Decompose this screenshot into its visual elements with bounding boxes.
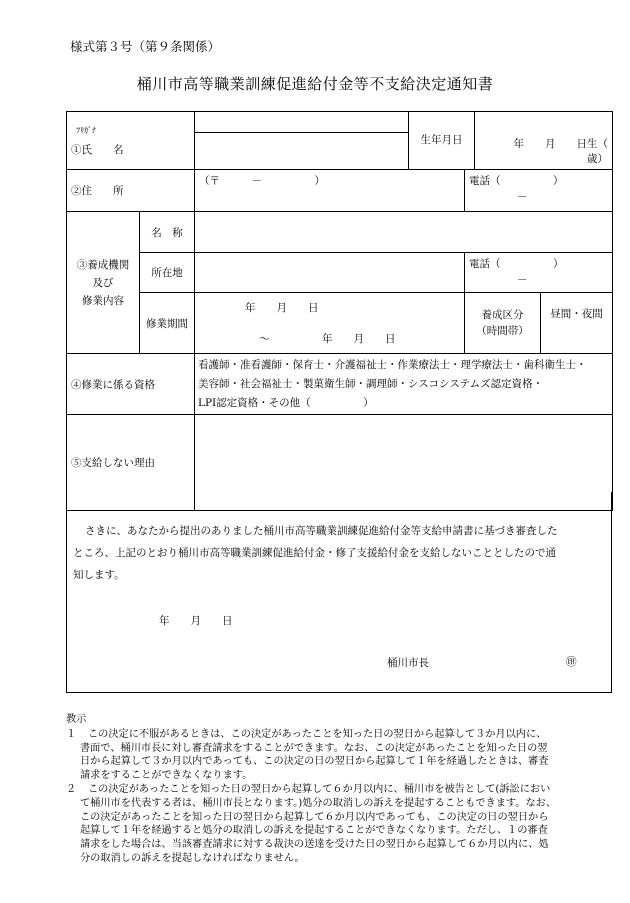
name-label-cell: [67, 112, 195, 170]
notice-line-1: さきに、あなたから提出のありました桶川市高等職業訓練促進給付金等支給申請書に基づき審査した: [85, 525, 558, 537]
furigana-field[interactable]: [195, 112, 409, 133]
institution-name-label: 名 称: [140, 212, 195, 253]
furigana-label: ﾌﾘｶﾞﾅ: [76, 125, 96, 135]
address-phone-field[interactable]: [465, 170, 613, 212]
instruction-2-line-2: て桶川市を代表する者は、桶川市長となります。)処分の取消しの訴えを提起することもできます。なお、: [80, 797, 557, 809]
postal-code: （〒 － ）: [199, 175, 325, 187]
name-label: ①氏 名: [71, 143, 124, 156]
institution-phone-dash: －: [517, 274, 528, 286]
class-label-1: 養成区分: [481, 309, 524, 321]
instruction-num-2: ２: [66, 783, 77, 795]
qualification-line-2: 美容師・社会福祉士・製菓衛生師・調理師・シスコシステムズ認定資格・: [198, 377, 544, 390]
address-field[interactable]: [195, 170, 465, 212]
institution-phone-label: 電話（ ）: [469, 258, 564, 270]
mayor-label: 桶川市長: [387, 657, 429, 669]
instruction-2-line-5: 請求をした場合は、当該審査請求に対する裁決の送達を受けた日の翌日から起算して６か月以内に、処: [80, 839, 549, 851]
instruction-num-1: １: [66, 728, 77, 740]
qualification-line-1: 看護師・准看護師・保育士・介護福祉士・作業療法士・理学療法士・歯科衛生士・: [198, 358, 587, 371]
instruction-item-2: [66, 783, 616, 866]
address-label: ②住 所: [67, 170, 195, 212]
institution-location-field[interactable]: [195, 253, 465, 293]
instructions-heading: 教示: [66, 714, 87, 725]
phone-dash: －: [517, 191, 528, 203]
instructions: [66, 713, 616, 866]
name-field[interactable]: [195, 133, 409, 170]
notice-line-3: 知します。: [73, 569, 125, 581]
notice-line-2: ところ、上記のとおり桶川市高等職業訓練促進給付金・修了支援給付金を支給しないこととしたので通: [73, 547, 556, 559]
notice-date: 年 月 日: [159, 615, 233, 627]
qualification-line-3: LPI認定資格・その他（ ）: [198, 396, 374, 409]
training-period-field[interactable]: [195, 293, 465, 354]
institution-label-2: 及び: [92, 276, 114, 289]
instruction-1-line-3: 日から起算して３か月以内であっても、この決定の日の翌日から起算して１年を経過したときは、審査: [80, 756, 549, 768]
instruction-item-1: [66, 728, 616, 783]
institution-name-field[interactable]: [195, 212, 613, 253]
institution-label-cell: [67, 212, 140, 354]
birth-label: 生年月日: [409, 112, 475, 170]
institution-label-3: 修業内容: [82, 294, 124, 307]
phone-label: 電話（ ）: [469, 175, 564, 187]
reason-label: ⑤支給しない理由: [67, 415, 195, 511]
instruction-2-line-3: この決定があったことを知った日の翌日から起算して６か月以内であっても、この決定の日の翌日から: [80, 811, 549, 823]
qualification-label: ④修業に係る資格: [67, 354, 195, 415]
period-from: 年 月 日: [245, 302, 319, 314]
qualification-options[interactable]: [195, 354, 613, 415]
instruction-1-line-1: この決定に不服があるときは、この決定があったことを知った日の翌日から起算して３か月以内に、: [88, 728, 547, 740]
class-value[interactable]: 昼間・夜間: [541, 293, 613, 354]
instruction-2-line-1: この決定があったことを知った日の翌日から起算して６か月以内に、桶川市を被告として(訴訟におい: [88, 783, 551, 795]
seal-mark: ㊞: [566, 656, 577, 668]
birth-date-field[interactable]: 年 月 日生（ 歳）: [475, 112, 613, 170]
class-label-cell: [465, 293, 541, 354]
class-label-2: （時間帯）: [476, 325, 529, 337]
notice-box: [66, 492, 612, 693]
institution-phone-field[interactable]: [465, 253, 613, 293]
period-to: ～ 年 月 日: [259, 333, 396, 345]
instruction-1-line-2: 書面で、桶川市長に対し審査請求をすることができます。なお、この決定があったことを知った日の翌: [80, 742, 548, 754]
training-period-label: 修業期間: [140, 293, 195, 354]
instruction-1-line-4: 請求をすることができなくなります。: [80, 770, 253, 782]
form-number: 様式第３号（第９条関係）: [70, 39, 221, 54]
instruction-2-line-4: 起算して１年を経過すると処分の取消しの訴えを提起することができなくなります。ただし、１の審査: [80, 825, 548, 837]
application-table: [66, 111, 629, 511]
institution-label-1: ③養成機関: [76, 258, 130, 271]
instruction-2-line-6: 分の取消しの訴えを提起しなければなりません。: [80, 852, 305, 864]
institution-location-label: 所在地: [140, 253, 195, 293]
page-title: 桶川市高等職業訓練促進給付金等不支給決定通知書: [136, 75, 494, 93]
